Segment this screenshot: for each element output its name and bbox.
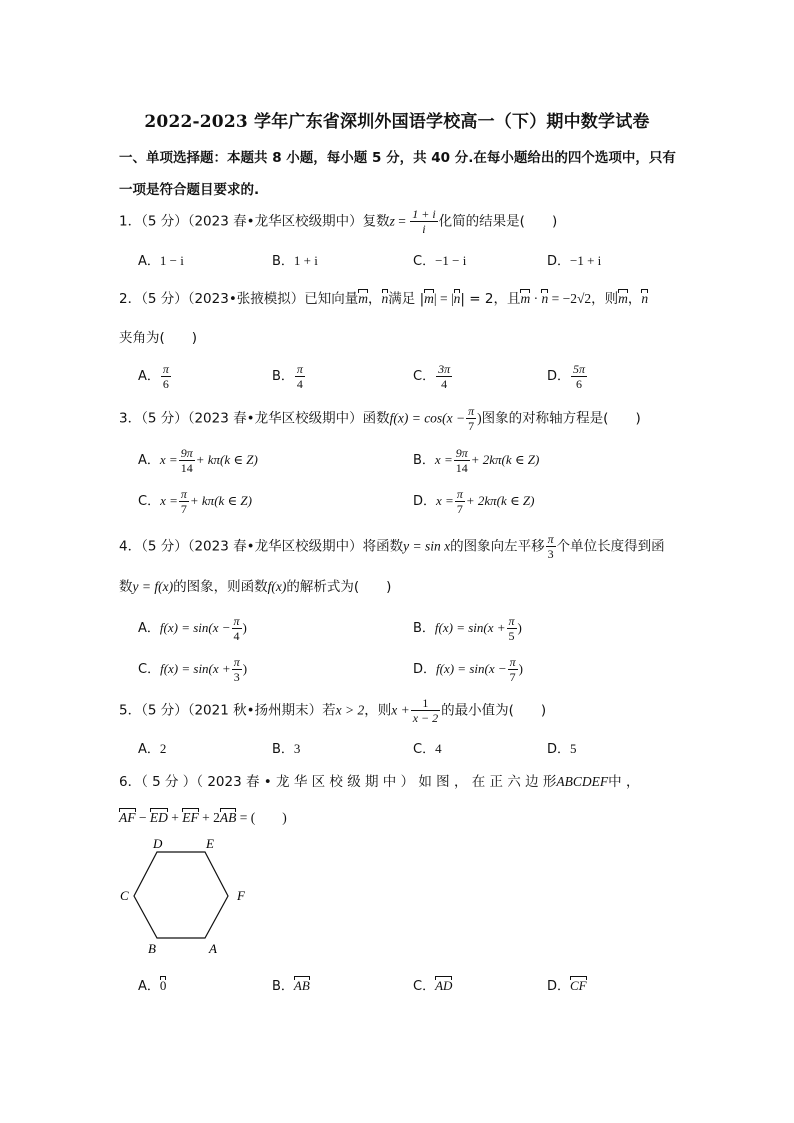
option-post: + 2kπ(k ∈ Z) bbox=[465, 493, 535, 508]
vector-ef: EF bbox=[182, 810, 199, 825]
question-3 bbox=[119, 405, 641, 432]
option-text: AD bbox=[435, 978, 453, 993]
option-post: ) bbox=[242, 620, 247, 635]
section-heading-line1: 一、单项选择题：本题共 8 小题，每小题 5 分，共 40 分.在每小题给出的四个选项中，只有 bbox=[119, 150, 676, 166]
option-label: A． bbox=[138, 453, 160, 468]
option-label: C． bbox=[413, 979, 436, 994]
q1-fraction bbox=[410, 208, 437, 235]
option-label: C． bbox=[413, 254, 436, 269]
question-6 bbox=[119, 770, 639, 790]
fraction-den: x − 2 bbox=[412, 711, 439, 725]
option-text: −1 − i bbox=[435, 253, 467, 268]
question-5 bbox=[119, 697, 546, 724]
option-post: ) bbox=[517, 620, 522, 635]
option-label: A． bbox=[138, 979, 160, 994]
q5-expr: x + bbox=[391, 702, 410, 718]
option-label: A． bbox=[138, 254, 160, 269]
q6-hexagon-name: ABCDEF bbox=[556, 774, 609, 789]
q6-option-a[interactable] bbox=[138, 975, 166, 994]
fraction-num: 5π bbox=[573, 362, 586, 376]
option-pre: x = bbox=[436, 493, 454, 508]
vector-ab: AB bbox=[219, 810, 237, 825]
q4-func3: f(x) bbox=[267, 579, 287, 594]
q6-op1: − bbox=[135, 810, 150, 825]
q1-eq: = bbox=[394, 213, 410, 229]
q4-line2a: 数 bbox=[119, 579, 133, 595]
q1-var: z bbox=[389, 213, 395, 229]
q4-suffix: 个单位长度得到函 bbox=[556, 538, 665, 555]
option-text: AB bbox=[293, 978, 310, 993]
option-fraction bbox=[161, 363, 171, 390]
fraction-den: 7 bbox=[180, 502, 187, 516]
q3-close: ) bbox=[477, 410, 482, 426]
vector-m: m bbox=[358, 291, 369, 306]
option-text: 1 + i bbox=[293, 253, 318, 268]
q4-func2: y = f(x) bbox=[132, 579, 174, 594]
vertex-label-b: B bbox=[148, 941, 156, 956]
option-label: B． bbox=[272, 369, 294, 384]
fraction-den: 4 bbox=[296, 377, 303, 391]
option-post: ) bbox=[518, 661, 523, 676]
option-label: D． bbox=[413, 494, 437, 509]
option-fraction bbox=[571, 363, 587, 390]
q3-suffix: 图象的对称轴方程是( ) bbox=[481, 410, 641, 427]
option-fraction bbox=[508, 656, 518, 683]
q6-text-end: 中 ， bbox=[608, 774, 640, 790]
option-label: C． bbox=[138, 494, 161, 509]
q1-num: 1 + i bbox=[412, 207, 436, 221]
fraction-den: 7 bbox=[468, 419, 475, 433]
vertex-label-d: D bbox=[153, 836, 163, 851]
fraction-den: 4 bbox=[441, 377, 448, 391]
option-label: B． bbox=[272, 979, 294, 994]
q5-option-b[interactable] bbox=[272, 738, 300, 757]
fraction-num: π bbox=[468, 404, 475, 418]
fraction-num: π bbox=[456, 487, 463, 501]
vector-n: n bbox=[381, 291, 389, 306]
option-pre: f(x) = sin(x + bbox=[434, 620, 506, 635]
q4-option-c[interactable] bbox=[138, 656, 247, 683]
q5-mid: ，则 bbox=[364, 702, 392, 719]
vector-ed: ED bbox=[149, 810, 168, 825]
q5-suffix: 的最小值为( ) bbox=[441, 702, 547, 719]
q3-option-a[interactable] bbox=[138, 447, 258, 474]
option-label: D． bbox=[547, 369, 571, 384]
fraction-den: 6 bbox=[576, 377, 583, 391]
q2-line2: 夹角为( ) bbox=[119, 330, 198, 346]
q5-option-d[interactable] bbox=[547, 738, 577, 757]
q3-option-d[interactable] bbox=[413, 488, 534, 515]
option-pre: f(x) = sin(x − bbox=[436, 661, 507, 676]
option-post: ) bbox=[242, 661, 248, 676]
vector-m: m bbox=[520, 291, 531, 306]
question-2 bbox=[119, 287, 648, 307]
fraction-den: 14 bbox=[180, 461, 193, 475]
option-fraction bbox=[295, 363, 305, 390]
q5-text: 5．（5 分）（2021 秋•扬州期末）若 bbox=[119, 702, 336, 719]
q6-op2: + bbox=[167, 810, 183, 825]
fraction-num: π bbox=[162, 362, 169, 376]
q3-option-c[interactable] bbox=[138, 488, 252, 515]
q3-option-b[interactable] bbox=[413, 447, 539, 474]
option-text: 4 bbox=[435, 741, 442, 756]
hexagon-figure bbox=[112, 832, 262, 960]
fraction-den: 4 bbox=[233, 629, 240, 643]
option-pre: x = bbox=[160, 493, 178, 508]
option-fraction bbox=[232, 656, 242, 683]
q1-option-b[interactable] bbox=[272, 250, 318, 269]
q2-cond2: | = | bbox=[433, 291, 454, 306]
question-1 bbox=[119, 208, 557, 235]
q5-fraction bbox=[411, 697, 440, 724]
q2-option-b[interactable] bbox=[272, 363, 306, 390]
q2-option-d[interactable] bbox=[547, 363, 588, 390]
q6-option-b[interactable] bbox=[272, 975, 310, 994]
option-label: D． bbox=[547, 742, 571, 757]
q5-option-c[interactable] bbox=[413, 738, 442, 757]
q2-text: 2．（5 分）（2023•张掖模拟）已知向量 bbox=[119, 291, 359, 307]
vector-n: n bbox=[453, 291, 461, 306]
option-fraction bbox=[436, 363, 452, 390]
vertex-label-f: F bbox=[237, 888, 245, 903]
option-label: B． bbox=[413, 621, 435, 636]
fraction-den: 5 bbox=[508, 629, 515, 643]
q3-text: 3．（5 分）（2023 春•龙华区校级期中）函数 bbox=[119, 410, 390, 427]
fraction-num: 3π bbox=[438, 362, 451, 376]
option-text: −1 + i bbox=[570, 253, 602, 268]
q1-option-d[interactable] bbox=[547, 250, 601, 269]
q1-option-a[interactable] bbox=[138, 250, 184, 269]
fraction-num: 9π bbox=[455, 446, 468, 460]
option-pre: x = bbox=[159, 452, 178, 467]
q6-op3: + 2 bbox=[198, 810, 220, 825]
vertex-label-a: A bbox=[209, 941, 217, 956]
option-fraction bbox=[179, 447, 195, 474]
q4-func: y = sin x bbox=[403, 538, 451, 554]
fraction-num: 9π bbox=[180, 446, 193, 460]
fraction-num: π bbox=[180, 487, 187, 501]
option-label: D． bbox=[413, 662, 437, 677]
option-post: + 2kπ(k ∈ Z) bbox=[470, 452, 540, 467]
fraction-den: 7 bbox=[456, 502, 463, 516]
q2-option-c[interactable] bbox=[413, 363, 453, 390]
option-label: B． bbox=[272, 742, 294, 757]
option-fraction bbox=[455, 488, 465, 515]
q4-option-a[interactable] bbox=[138, 615, 247, 642]
option-fraction bbox=[179, 488, 189, 515]
fraction-den: 14 bbox=[455, 461, 468, 475]
option-text: CF bbox=[570, 978, 587, 993]
option-text: 0 bbox=[159, 978, 167, 993]
q6-option-d[interactable] bbox=[547, 975, 587, 994]
q2-cond3: | = 2，且 bbox=[460, 291, 521, 307]
option-post: + kπ(k ∈ Z) bbox=[189, 493, 252, 508]
vector-af: AF bbox=[119, 810, 136, 825]
q2-cond: 满足 | bbox=[388, 291, 425, 307]
vertex-label-c: C bbox=[120, 888, 129, 903]
fraction-den: 3 bbox=[233, 670, 240, 684]
fraction-num: π bbox=[509, 655, 516, 669]
option-text: 1 − i bbox=[159, 253, 184, 268]
option-pre: f(x) = sin(x + bbox=[160, 661, 231, 676]
q6-text: 6．（ 5 分 ）（ 2023 春 • 龙 华 区 校 级 期 中 ） 如 图 ， 在 正 六 边 形 bbox=[119, 774, 557, 790]
vertex-label-e: E bbox=[206, 836, 214, 851]
q2-dot: · bbox=[530, 291, 542, 306]
option-label: A． bbox=[138, 742, 160, 757]
q2-sep: ， bbox=[368, 291, 382, 307]
q6-tail: = ( ) bbox=[236, 810, 287, 825]
option-label: B． bbox=[272, 254, 294, 269]
q1-option-c[interactable] bbox=[413, 250, 466, 269]
option-label: C． bbox=[413, 369, 436, 384]
fraction-num: π bbox=[233, 655, 240, 669]
vector-m: m bbox=[618, 291, 628, 306]
q4-line2 bbox=[119, 575, 391, 595]
q2-option-a[interactable] bbox=[138, 363, 172, 390]
q4-option-b[interactable] bbox=[413, 615, 522, 642]
q3-fraction bbox=[466, 405, 476, 432]
fraction-num: π bbox=[547, 532, 554, 546]
fraction-den: 6 bbox=[162, 377, 169, 391]
option-fraction bbox=[507, 615, 517, 642]
fraction-num: π bbox=[508, 614, 515, 628]
section-heading-line2: 一项是符合题目要求的. bbox=[119, 182, 260, 198]
q4-fraction bbox=[546, 533, 556, 560]
q1-text: 1．（5 分）（2023 春•龙华区校级期中）复数 bbox=[119, 213, 390, 230]
option-label: A． bbox=[138, 621, 160, 636]
hexagon-shape bbox=[134, 852, 228, 938]
q4-mid: 的图象向左平移 bbox=[450, 538, 545, 555]
option-fraction bbox=[454, 447, 470, 474]
q5-cond: x > 2 bbox=[335, 702, 365, 718]
option-label: C． bbox=[413, 742, 436, 757]
q2-sep: ， bbox=[627, 291, 642, 307]
option-pre: x = bbox=[434, 452, 453, 467]
option-label: D． bbox=[547, 254, 571, 269]
q1-den: i bbox=[422, 222, 426, 236]
fraction-den: 3 bbox=[547, 547, 554, 561]
option-label: B． bbox=[413, 453, 435, 468]
q4-line2b: 的图象，则函数 bbox=[173, 579, 268, 595]
q4-text: 4．（5 分）（2023 春•龙华区校级期中）将函数 bbox=[119, 538, 404, 555]
vector-n: n bbox=[541, 291, 549, 306]
vector-m: m bbox=[424, 291, 434, 306]
option-label: C． bbox=[138, 662, 161, 677]
option-label: D． bbox=[547, 979, 571, 994]
q1-suffix: 化简的结果是( ) bbox=[438, 213, 558, 230]
option-fraction bbox=[232, 615, 242, 642]
q6-expression bbox=[119, 806, 287, 826]
fraction-num: π bbox=[296, 362, 303, 376]
q3-func: f(x) = cos(x − bbox=[389, 410, 466, 426]
question-4 bbox=[119, 533, 665, 560]
option-post: + kπ(k ∈ Z) bbox=[195, 452, 258, 467]
fraction-num: π bbox=[233, 614, 240, 628]
q2-value: = −2√2 bbox=[548, 291, 592, 306]
option-pre: f(x) = sin(x − bbox=[159, 620, 231, 635]
q4-option-d[interactable] bbox=[413, 656, 523, 683]
fraction-den: 7 bbox=[509, 670, 516, 684]
option-text: 3 bbox=[293, 741, 301, 756]
q2-then: ，则 bbox=[591, 291, 619, 307]
q4-line2c: 的解析式为( ) bbox=[286, 579, 392, 595]
q5-option-a[interactable] bbox=[138, 738, 166, 757]
option-label: A． bbox=[138, 369, 160, 384]
fraction-num: 1 bbox=[411, 697, 440, 711]
q6-option-c[interactable] bbox=[413, 975, 452, 994]
page-title: 2022-2023 学年广东省深圳外国语学校高一（下）期中数学试卷 bbox=[144, 112, 650, 132]
option-text: 2 bbox=[159, 741, 167, 756]
vector-n: n bbox=[641, 291, 649, 306]
option-text: 5 bbox=[570, 741, 577, 756]
